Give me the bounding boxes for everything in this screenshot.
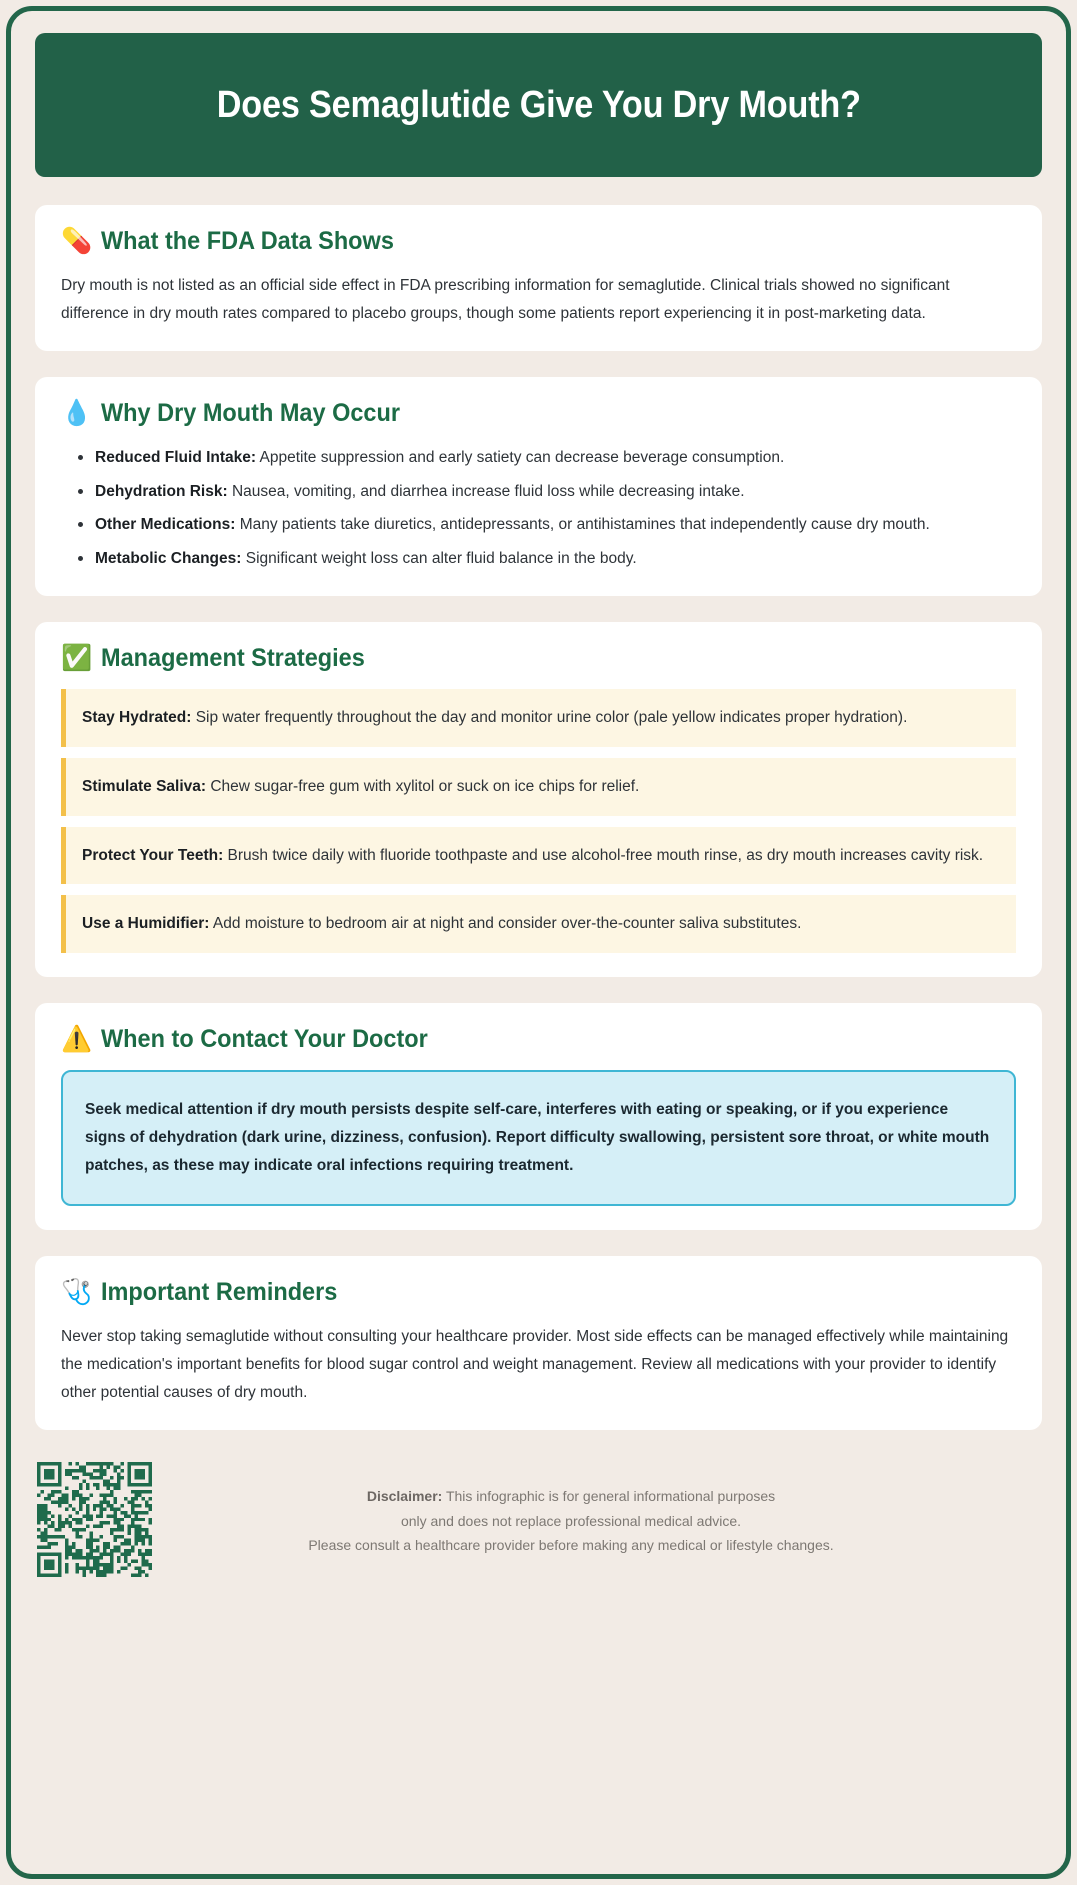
card-header bbox=[61, 1025, 1016, 1054]
list-item bbox=[95, 478, 1016, 506]
list-item-text: Appetite suppression and early satiety can decrease beverage consumption. bbox=[256, 449, 785, 467]
disclaimer-text bbox=[170, 1462, 1032, 1558]
tip-text: Add moisture to bedroom air at night and consider over-the-counter saliva substitutes. bbox=[209, 915, 802, 933]
tip-label: Use a Humidifier: bbox=[82, 915, 210, 933]
list-item bbox=[95, 444, 1016, 472]
list-item-text: Nausea, vomiting, and diarrhea increase fluid loss while decreasing intake. bbox=[227, 482, 745, 500]
card-why-dry-mouth bbox=[35, 377, 1042, 596]
tip-label: Protect Your Teeth: bbox=[82, 846, 224, 864]
header-banner bbox=[35, 33, 1042, 177]
fda-paragraph: Dry mouth is not listed as an official side effect in FDA prescribing information for semaglutide. Clinical trials showed no significant difference in dry mouth rates compared to placebo groups, though some patients report experiencing it in post-marketing data. bbox=[61, 277, 950, 322]
section-title-reminders: Important Reminders bbox=[101, 1278, 338, 1307]
tip-box bbox=[61, 895, 1016, 953]
card-header bbox=[61, 399, 1016, 428]
check-mark-box-icon: ✅ bbox=[61, 644, 93, 673]
list-item-label: Other Medications: bbox=[95, 516, 236, 534]
tip-box bbox=[61, 758, 1016, 816]
card-header bbox=[61, 1278, 1016, 1307]
section-title-why: Why Dry Mouth May Occur bbox=[101, 399, 401, 428]
disclaimer-label: Disclaimer: bbox=[366, 1488, 443, 1505]
disclaimer-line-2: only and does not replace professional medical advice. bbox=[400, 1512, 742, 1529]
water-droplet-icon: 💧 bbox=[61, 399, 93, 428]
list-item bbox=[95, 545, 1016, 573]
list-item-text: Significant weight loss can alter fluid balance in the body. bbox=[241, 549, 637, 567]
card-important-reminders bbox=[35, 1256, 1042, 1430]
tip-label: Stimulate Saliva: bbox=[82, 778, 207, 796]
tip-text: Sip water frequently throughout the day and monitor urine color (pale yellow indicates proper hydration). bbox=[191, 709, 908, 727]
list-item-label: Dehydration Risk: bbox=[95, 482, 228, 500]
list-item-label: Metabolic Changes: bbox=[95, 549, 242, 567]
tip-text: Chew sugar-free gum with xylitol or suck on ice chips for relief. bbox=[206, 778, 640, 796]
pill-capsule-icon: 💊 bbox=[61, 227, 93, 255]
footer bbox=[35, 1456, 1042, 1577]
section-title-fda: What the FDA Data Shows bbox=[101, 227, 394, 255]
disclaimer-line-3: Please consult a healthcare provider before making any medical or lifestyle changes. bbox=[308, 1537, 834, 1554]
stethoscope-icon: 🩺 bbox=[61, 1278, 93, 1307]
section-title-doctor: When to Contact Your Doctor bbox=[101, 1024, 428, 1053]
medical-alert-box: Seek medical attention if dry mouth persists despite self-care, interferes with eating or speaking, or if you experience signs of dehydration (dark urine, dizziness, confusion). Report difficulty swallowing, persistent sore throat, or white mouth patches, as these may indicate oral infections requiring treatment. bbox=[61, 1070, 1016, 1207]
qr-code[interactable] bbox=[37, 1462, 152, 1577]
card-header bbox=[61, 644, 1016, 673]
page-title: Does Semaglutide Give You Dry Mouth? bbox=[216, 83, 861, 126]
disclaimer-line-1: This infographic is for general informational purposes bbox=[442, 1488, 776, 1505]
card-contact-doctor bbox=[35, 1003, 1042, 1231]
section-title-management: Management Strategies bbox=[101, 644, 365, 673]
tip-text: Brush twice daily with fluoride toothpaste and use alcohol-free mouth rinse, as dry mouth increases cavity risk. bbox=[223, 846, 984, 864]
page-frame bbox=[6, 6, 1071, 1879]
tip-box bbox=[61, 689, 1016, 747]
causes-list bbox=[61, 444, 1016, 572]
card-management-strategies bbox=[35, 622, 1042, 976]
warning-triangle-icon: ⚠️ bbox=[61, 1024, 93, 1053]
reminders-paragraph: Never stop taking semaglutide without consulting your healthcare provider. Most side effects can be managed effectively while maintaining the medication's important benefits for blood sugar control and weight management. Review all medications with your provider to identify other potential causes of dry mouth. bbox=[61, 1328, 1009, 1401]
tip-box bbox=[61, 827, 1016, 885]
list-item-text: Many patients take diuretics, antidepressants, or antihistamines that independently cause dry mouth. bbox=[235, 516, 930, 534]
list-item-label: Reduced Fluid Intake: bbox=[95, 449, 257, 467]
list-item bbox=[95, 511, 1016, 539]
tip-label: Stay Hydrated: bbox=[82, 709, 192, 727]
card-header bbox=[61, 227, 1016, 256]
card-fda-data bbox=[35, 205, 1042, 351]
